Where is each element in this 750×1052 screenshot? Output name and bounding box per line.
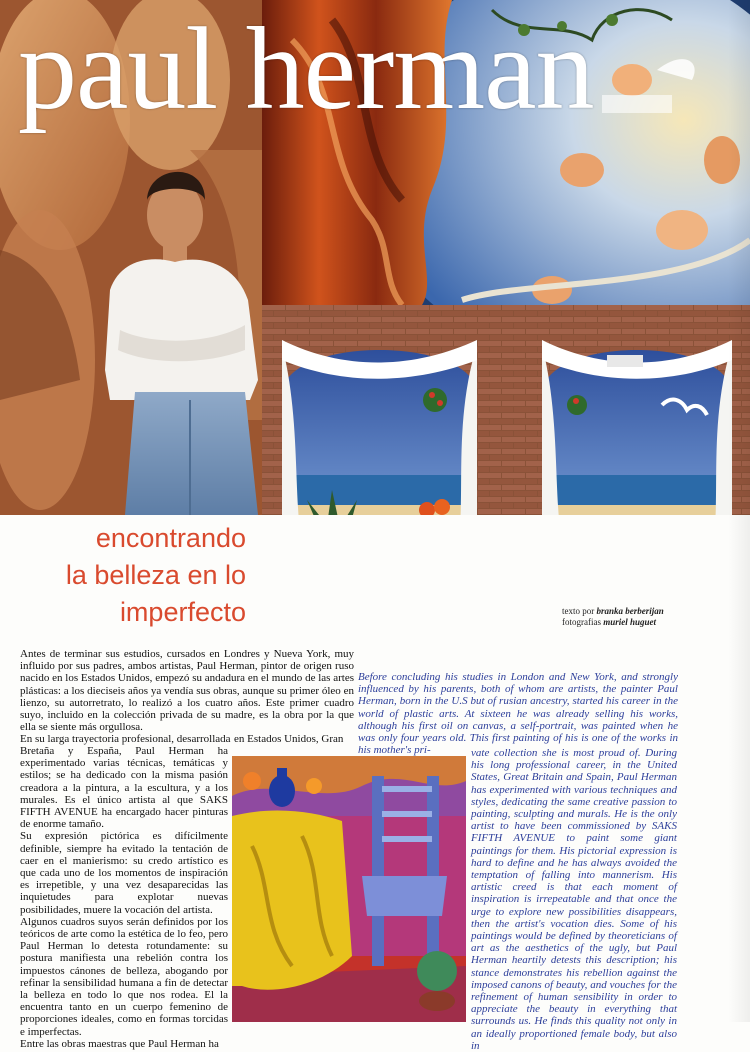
spanish-paragraph-2-tail: en Estados Unidos, Gran [234, 733, 344, 745]
spanish-paragraph-2-rest: Bretaña y España, Paul Herman ha experimentado varias técnicas, temáticas y estilos; se ha dedicado con la misma pasión creadora a la pintura, a la escultura, y a los murales. Es el único artista al que SAKS FIFTH AVENUE ha encargado hacer pinturas de enorme tamaño. [20, 745, 228, 831]
text-credit-label: texto por [562, 606, 595, 616]
subtitle-line-1: encontrando [95, 523, 246, 553]
text-credit [562, 606, 664, 617]
spanish-body-narrow [20, 745, 228, 1050]
spanish-paragraph-5: Entre las obras maestras que Paul Herman ha [20, 1037, 219, 1050]
spanish-body-top [20, 648, 354, 733]
page-edge-shadow [728, 0, 750, 1022]
english-paragraph-top: Before concluding his studies in London and New York, and strongly influenced by his parents, both of whom are artists, the painter Paul Herman, born in the U.S but of rusian ancestry, started his career in the world of plastic arts. At sixteen he was already selling his works, although his first oil on canvas, a self-portrait, was painted when he was only four years old. This first painting of his is one of the works in his mother's pri- [358, 671, 678, 757]
still-life-painting [232, 756, 466, 1022]
still-life-illustration [232, 756, 466, 1022]
spanish-paragraph-4: Algunos cuadros suyos serán definidos por los teóricos de arte como la estética de lo feo, pero Paul Herman lo detesta rotundamente: su postura manifiesta una rebelión contra los impuestos cánones de belleza, abogando por refinar la sensibilidad humana a fin de detectar la belleza en todo lo que nos rodea. El la encuentra tanto en un cuerpo femenino de proporciones ideales, como en formas torcidas e imperfectas. [20, 915, 228, 1038]
text-credit-author: branka berberijan [596, 606, 664, 616]
subtitle-line-3: imperfecto [119, 597, 246, 627]
spanish-paragraph-2-tail-wrap [234, 733, 354, 745]
spanish-paragraph-2-start: En su larga trayectoria profesional, desarrollada [20, 733, 231, 745]
spanish-paragraph-1: Antes de terminar sus estudios, cursados en Londres y Nueva York, muy influido por sus padres, ambos artistas, Paul Herman, pintor de origen ruso nacido en los Estados Unidos, empezó su andadura en el mundo de las artes plásticas: a los dieciseis años ya vendía sus obras, aunque su primer óleo en lienzo, su autorretrato, lo realizó a los cuatro años. Este primer cuadro suyo, incluido en la colección privada de su madre, es la obra por la que ella se siente más orgullosa. [20, 648, 354, 734]
photo-credit [562, 617, 664, 628]
photo-credit-author: muriel huguet [603, 617, 656, 627]
english-paragraph-continued: vate collection she is most proud of. During his long professional career, in the United States, Great Britain and Spain, Paul Herman has experimented with various techniques and styles, dedicating the same creative passion to painting, sculpting and murals. He is the only artist to have been commissioned by SAKS FIFTH AVENUE to paint some giant paintings for them. His pictorial expression is hard to define and he has always avoided the temptation of falling into mannerism. His artistic creed is that each moment of inspiration is irrepeatable and that once the urge to explore new possibilities disappears, then the artist's vocation dies. Some of his paintings would be defined by theoreticians of art as the aesthetics of the ugly, but Paul Herman heartily detests this description; his stance demonstrates his rebellion against the imposed canons of beauty, and vouches for the refinement of human sensibility in order to appreciate the beauty in everything that surrounds us. He finds this quality not only in an ideally proportioned female body, but also in [471, 747, 677, 1052]
english-body-top [358, 671, 678, 756]
photo-credit-label: fotografias [562, 617, 601, 627]
article-credits [562, 606, 664, 628]
spanish-paragraph-3: Su expresión pictórica es difícilmente definible, siempre ha evitado la tentación de caer en el manierismo: su credo artístico es que cada uno de los momentos de inspiración es irrepetible, y una vez desaparecidas las inquietudes para explotar nuevas posibilidades, muere la vocación del artista. [20, 830, 228, 916]
english-body-narrow [471, 747, 677, 1052]
hero-image-area [0, 0, 750, 515]
subtitle-line-2: la belleza en lo [65, 560, 246, 590]
article-title: paul herman [18, 3, 594, 134]
arches-mural-illustration [262, 305, 750, 515]
arches-mural-photo [262, 305, 750, 515]
article-subtitle [36, 520, 246, 631]
